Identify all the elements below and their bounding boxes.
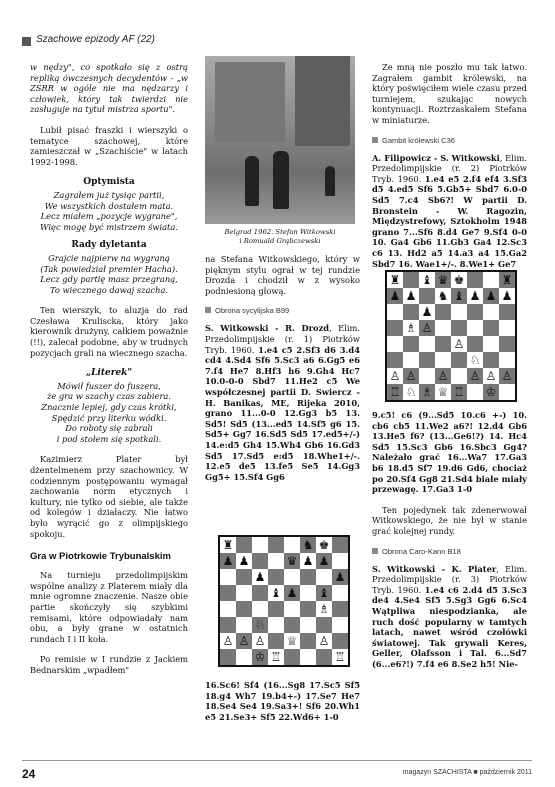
- paragraph: w nędzy", co spotkało się z ostrą repliką ówczesnych decydentów - „w ZSRR w ogóle nie ma nędzarzy i człowiek, który tak twierdzi nie zasługuje na tytuł mistrza sportu".: [30, 62, 188, 115]
- poem-line: że gra w szachy czas zabiera.: [46, 391, 171, 402]
- game-moves: 1.e4 e5 2.f4 ef4 3.Sf3 d5 4.ed5 Sf6 5.Gb5+ Sbd7 6.0-0 Sd5 7.c4 Sb6?! W partii D. Bronstein - W. Ragozin, Międzystrefowy, Sztokholm 1948 grano 7...Sf6 8.d4 Ge7 9.Sf4 0-0 10. Ga4 Gb6 11.Gb3 Ga4 12.Sc3 c6 13. Hd2 a5 14.a3 a4 15.Ga2 Sbd7 16. Wae1+/-. 8.We1+ Ge7: [372, 173, 527, 269]
- game-players: A. Filipowicz - S. Witkowski: [372, 152, 500, 163]
- board-square: [284, 537, 300, 553]
- poem-line: We wszystkich dostałem mata.: [44, 200, 174, 211]
- board-square: [403, 336, 419, 352]
- game-notation: [372, 153, 527, 270]
- chess-piece: ♘: [252, 617, 268, 633]
- paragraph: Po remisie w I rundzie z Jackiem Bednarskim „wpadłem": [30, 654, 188, 675]
- board-square: [467, 320, 483, 336]
- board-square: [252, 601, 268, 617]
- board-square: [435, 352, 451, 368]
- chess-piece: ♟: [387, 288, 403, 304]
- poem-line: Mówił fuszer do fuszera,: [57, 380, 161, 391]
- column-3: [372, 62, 527, 279]
- game-players: S. Witkowski - K. Plater: [372, 563, 497, 574]
- chess-piece: ♟: [483, 288, 499, 304]
- board-square: [300, 633, 316, 649]
- board-square: [220, 569, 236, 585]
- photo-person: [325, 166, 335, 196]
- board-square: [483, 352, 499, 368]
- board-square: [332, 601, 348, 617]
- opening-tag: [372, 547, 527, 556]
- chess-piece: ♖: [268, 649, 284, 665]
- board-square: [403, 352, 419, 368]
- poem-line: Do roboty się zabrali: [65, 423, 153, 434]
- chess-piece: ♟: [332, 569, 348, 585]
- board-square: [499, 336, 515, 352]
- chess-piece: ♟: [499, 288, 515, 304]
- column-3-bottom: [372, 410, 527, 679]
- chess-piece: ♟: [236, 553, 252, 569]
- board-square: [483, 304, 499, 320]
- chess-piece: ♙: [236, 633, 252, 649]
- paragraph: Na turnieju przedolimpijskim wspólne analizy z Platerem miały dla mnie ogromne znaczenie. Nasze obie partie skończyły się szybkimi remisami, które odpowiadały nam obu, a były grane w ostatnich rundach I i II koła.: [30, 570, 188, 644]
- board-square: [220, 649, 236, 665]
- caption-line: Belgrad 1962. Stefan Witkowski: [224, 228, 336, 236]
- chess-piece: ♝: [268, 585, 284, 601]
- poem-line: Znacznie lepiej, gdy czas krótki,: [41, 402, 177, 413]
- chess-piece: ♟: [419, 304, 435, 320]
- board-square: [435, 304, 451, 320]
- board-square: [268, 553, 284, 569]
- board-square: [252, 537, 268, 553]
- chess-piece: ♖: [451, 384, 467, 400]
- board-square: [499, 384, 515, 400]
- board-square: [300, 649, 316, 665]
- board-square: [252, 585, 268, 601]
- chess-piece: ♙: [220, 633, 236, 649]
- chess-piece: ♛: [435, 272, 451, 288]
- tag-square-icon: [372, 548, 378, 554]
- board-square: [387, 320, 403, 336]
- game-info: , Elim. Przedolimpijskie (r. 2) Piotrków Tryb. 1960.: [372, 152, 527, 184]
- chess-piece: ♛: [284, 553, 300, 569]
- tag-text: Obrona Caro-Kann B18: [382, 546, 461, 556]
- board-square: [403, 272, 419, 288]
- chess-piece: ♔: [252, 649, 268, 665]
- poem-title: Rady dyletanta: [71, 240, 147, 251]
- chess-board: [218, 535, 350, 667]
- board-square: [435, 320, 451, 336]
- chess-piece: ♗: [316, 601, 332, 617]
- chess-piece: ♟: [252, 569, 268, 585]
- chess-piece: ♟: [403, 288, 419, 304]
- photo-building: [215, 62, 285, 142]
- chess-piece: ♝: [419, 272, 435, 288]
- paragraph: Kazimierz Plater był dżentelmenem przy szachownicy. W codziennym postępowaniu wymagał zachowania norm etycznych i kultury, nie tylko od siebie, ale także od kolegów i działaczy. Nie łatwo było wyrącić go z olimpijskiego spokoju.: [30, 454, 188, 539]
- chess-piece: ♚: [451, 272, 467, 288]
- chess-piece: ♟: [316, 553, 332, 569]
- photo: [205, 56, 355, 224]
- chess-piece: ♕: [284, 633, 300, 649]
- board-square: [316, 569, 332, 585]
- board-square: [419, 336, 435, 352]
- board-square: [332, 633, 348, 649]
- board-square: [332, 537, 348, 553]
- chess-piece: ♙: [387, 368, 403, 384]
- chess-board: [385, 270, 517, 402]
- board-square: [284, 617, 300, 633]
- poem-line: Lecz miałem „pozycje wygrane",: [40, 211, 178, 222]
- chess-piece: ♘: [467, 352, 483, 368]
- page-number: 24: [22, 767, 36, 781]
- section-heading: Gra w Piotrkowie Trybunalskim: [30, 551, 171, 563]
- board-square: [236, 649, 252, 665]
- board-square: [419, 368, 435, 384]
- chess-piece: ♙: [419, 320, 435, 336]
- chess-piece: ♘: [403, 384, 419, 400]
- poem-line: Zagrałem już tysiąc partii,: [53, 189, 165, 200]
- chess-piece: ♟: [284, 585, 300, 601]
- tag-text: Gambit królewski C36: [382, 135, 455, 145]
- board-square: [467, 384, 483, 400]
- game-notation: [205, 323, 360, 482]
- board-square: [316, 649, 332, 665]
- board-square: [300, 617, 316, 633]
- board-square: [284, 601, 300, 617]
- game-info: , Elim. Przedolimpijskie (r. 3) Piotrków Tryb. 1960.: [372, 563, 527, 595]
- board-square: [419, 288, 435, 304]
- chess-piece: ♙: [499, 368, 515, 384]
- caption-line: i Romuald Grąbczewski: [239, 237, 321, 245]
- column-2-bottom: [205, 680, 360, 732]
- board-square: [387, 352, 403, 368]
- chess-piece: ♙: [316, 633, 332, 649]
- photo-building: [295, 56, 350, 146]
- chess-piece: ♖: [332, 649, 348, 665]
- page-header: [22, 34, 532, 50]
- board-square: [467, 304, 483, 320]
- chess-piece: ♜: [220, 537, 236, 553]
- board-square: [284, 569, 300, 585]
- chess-piece: ♝: [316, 585, 332, 601]
- chess-piece: ♚: [316, 537, 332, 553]
- tag-text: Obrona sycylijska B99: [215, 306, 290, 316]
- poem-title: „Literek": [85, 368, 133, 379]
- magazine-name: magazyn SZACHISTA ■ październik 2011: [402, 769, 532, 776]
- board-square: [483, 336, 499, 352]
- board-square: [220, 585, 236, 601]
- chess-piece: ♗: [419, 384, 435, 400]
- poem-line: Grajcie najpierw na wygraną: [48, 252, 170, 263]
- board-square: [451, 320, 467, 336]
- photo-person: [245, 156, 259, 206]
- game-moves: 1.e4 c6 2.d4 d5 3.Sc3 de4 4.Se4 Sf5 5.Sg3 Gg6 6.Sc4 Wątpliwa niespodzianka, ale ruch dość popularny w tamtych latach, nawet wśród czołówki światowej. Tak grywali Keres, Geller, Olafsson i Tal. 6...Sd7 (6...e6?!) 7.f4 e6 8.Se2 h5! Nie-: [372, 584, 527, 669]
- page-footer: [22, 760, 532, 781]
- board-square: [332, 585, 348, 601]
- column-2: [205, 254, 360, 492]
- paragraph: Ze mną nie poszło mu tak łatwo. Zagrałem gambit królewski, na który poświęciłem wiele czasu przed turniejem, szukając nowych kontynuacji. Roztrzaskałem Stefana w miniaturze.: [372, 62, 527, 125]
- opening-tag: [372, 136, 527, 145]
- chess-piece: ♞: [435, 288, 451, 304]
- board-square: [236, 601, 252, 617]
- game-notation: [372, 564, 527, 670]
- board-square: [316, 617, 332, 633]
- board-square: [268, 537, 284, 553]
- chess-piece: ♔: [483, 384, 499, 400]
- board-square: [467, 272, 483, 288]
- board-square: [332, 553, 348, 569]
- board-square: [300, 601, 316, 617]
- poem-line: Spędzić przy literku wódki.: [51, 412, 167, 423]
- chess-piece: ♕: [435, 384, 451, 400]
- board-square: [252, 553, 268, 569]
- board-square: [268, 617, 284, 633]
- board-square: [284, 649, 300, 665]
- photo-caption: [205, 228, 355, 246]
- board-square: [300, 569, 316, 585]
- chess-piece: ♖: [387, 384, 403, 400]
- game-info: , Elim. Przedolimpijskie (r. 1) Piotrków Tryb. 1960.: [205, 323, 360, 355]
- poem-line: i pod stołem się spotkali.: [56, 433, 162, 444]
- board-square: [387, 336, 403, 352]
- board-square: [220, 601, 236, 617]
- board-square: [236, 537, 252, 553]
- board-square: [435, 336, 451, 352]
- chess-piece: ♟: [467, 288, 483, 304]
- board-square: [236, 585, 252, 601]
- board-square: [332, 617, 348, 633]
- game-moves: 1.e4 c5 2.Sf3 d6 3.d4 cd4 4.Sd4 Sf6 5.Sc3 a6 6.Gg5 e6 7.f4 He7 8.Hf3 h6 9.Gh4 Hc7 10.0-0-0 Sbd7 11.He2 c5 We współczesnej partii D. Swiercz - H. Banikas, ME, Rijeka 2010, grano 11...0-0 12.Gg3 b5 13. Sd5! Sd5 (13...ed5 14.Sf5 g6 15. Sd5+ Gg7 16.Sd5 Sd5 17.ed5+/-) 14.e:d5 Gh4 15.Wh4 Gb6 16.Gd3 Sd5 17.Sd5 e:d5 18.Whe1+/-. 12.e5 de5 13.fe5 Se5 14.Gg3 Gg5+ 15.Sf4 Gg6: [205, 344, 360, 482]
- chess-piece: ♜: [499, 272, 515, 288]
- tag-square-icon: [372, 137, 378, 143]
- board-square: [268, 601, 284, 617]
- game-moves: 9.c5! c6 (9...Sd5 10.c6 +-) 10. cb6 cb5 11.We2 a6?! 12.d4 Gb6 13.He5 f6? (13...Ge6!?) 14. Hc4 Sd5 15.Sc3 Gb6 16.Sbc3 Gg4? Należało grać 16...Wa7 17.Ga3 b6 18.d5 Sf7 19.d6 Gd6, chociaż po 20.Sf4 Gg8 21.Sd4 białe miały przewagę. 17.Ga3 1-0: [372, 410, 527, 495]
- paragraph: na Stefana Witkowskiego, który w pięknym stylu ograł w tej rundzie Drozda i chodził w z wysoko podniesioną głową.: [205, 254, 360, 296]
- chess-piece: ♟: [300, 553, 316, 569]
- paragraph: Ten pojedynek tak zdenerwował Witkowskiego, że nie był w stanie grać kolejnej rundy.: [372, 504, 527, 536]
- board-square: [451, 368, 467, 384]
- board-square: [268, 569, 284, 585]
- board-square: [236, 617, 252, 633]
- photo-person: [273, 151, 289, 209]
- chess-piece: ♙: [252, 633, 268, 649]
- header-title: Szachowe epizody AF (22): [36, 34, 155, 45]
- chess-piece: ♟: [220, 553, 236, 569]
- chess-piece: ♙: [483, 368, 499, 384]
- board-square: [483, 272, 499, 288]
- opening-tag: [205, 306, 360, 315]
- chess-piece: ♗: [403, 320, 419, 336]
- poem-line: Lecz gdy partię masz przegraną,: [40, 274, 178, 285]
- paragraph: Ten wierszyk, to aluzja do rad Czesława Kruliscka, który jako kierownik drużyny, całkiem poważnie (!!), zalecał podobne, aby w trudnych pozycjach grali na wiecznego szacha.: [30, 305, 188, 358]
- chess-piece: ♞: [300, 537, 316, 553]
- header-square-icon: [22, 37, 31, 46]
- chess-piece: ♙: [467, 368, 483, 384]
- poem-line: Więc mogę być mistrzem świata.: [40, 221, 178, 232]
- column-1: [30, 62, 188, 686]
- chess-piece: ♙: [435, 368, 451, 384]
- board-square: [403, 304, 419, 320]
- board-square: [499, 304, 515, 320]
- game-players: S. Witkowski - R. Drozd: [205, 323, 330, 334]
- board-square: [467, 336, 483, 352]
- poem-line: (Tak powiedział premier Hacha).: [40, 263, 178, 274]
- board-square: [220, 617, 236, 633]
- board-square: [236, 569, 252, 585]
- board-square: [451, 304, 467, 320]
- board-square: [300, 585, 316, 601]
- board-square: [499, 352, 515, 368]
- board-square: [451, 352, 467, 368]
- chess-piece: ♜: [387, 272, 403, 288]
- board-square: [387, 304, 403, 320]
- board-square: [419, 352, 435, 368]
- board-square: [499, 320, 515, 336]
- poem-line: To wiecznego dawaj szacha.: [49, 284, 169, 295]
- chess-piece: ♝: [451, 288, 467, 304]
- board-square: [483, 320, 499, 336]
- tag-square-icon: [205, 307, 211, 313]
- board-square: [268, 633, 284, 649]
- game-moves: 16.Sc6! Sf4 (16...Sg8 17.Sc5 Sf5 18.g4 Wh7 19.b4+-) 17.Se7 He7 18.Se4 Se4 19.Sa3+! Sf6 20.Wh1 e5 21.Se3+ Sf5 22.Wd6+ 1-0: [205, 680, 360, 722]
- paragraph: Lubił pisać fraszki i wierszyki o tematyce szachowej, które zamieszczał w „Szachiście" w latach 1992-1998.: [30, 124, 188, 167]
- chess-piece: ♙: [451, 336, 467, 352]
- chess-piece: ♙: [403, 368, 419, 384]
- poem-title: Optymista: [83, 177, 135, 188]
